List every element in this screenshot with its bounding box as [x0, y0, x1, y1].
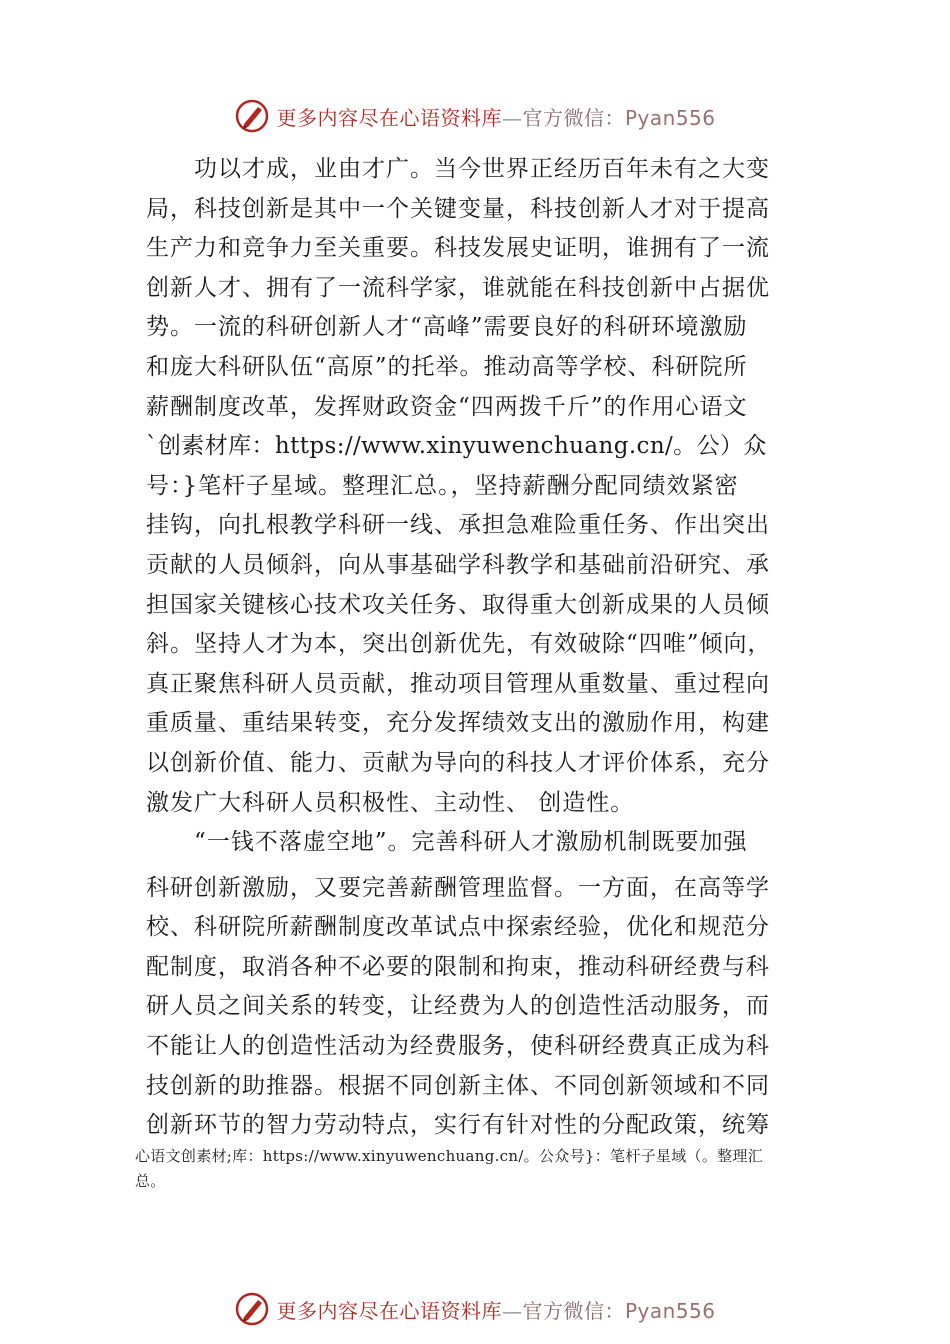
body-line: 贡献的人员倾斜，向从事基础学科教学和基础前沿研究、承 [146, 551, 770, 578]
banner-wechat-label: 官方微信： [522, 1298, 625, 1323]
pen-logo-icon [234, 1291, 270, 1327]
banner-wechat-label: 官方微信： [522, 105, 625, 130]
footnote-line: 总。 [135, 1172, 166, 1190]
banner-separator: — [501, 105, 523, 130]
body-line: 技创新的助推器。根据不同创新主体、不同创新领域和不同 [146, 1072, 770, 1099]
body-line: 研人员之间关系的转变，让经费为人的创造性活动服务，而 [146, 993, 770, 1020]
body-line: 和庞大科研队伍“高原”的托举。推动高等学校、科研院所 [146, 353, 748, 380]
article-body [146, 150, 826, 1146]
pen-logo-icon [234, 98, 270, 134]
body-line: 不能让人的创造性活动为经费服务，使科研经费真正成为科 [146, 1033, 770, 1060]
banner-wechat-id: Pyan556 [624, 1298, 716, 1323]
body-line: 薪酬制度改革，发挥财政资金“四两拨千斤”的作用心语文 [146, 393, 748, 420]
footnote [135, 1144, 845, 1194]
banner-main-text: 更多内容尽在心语资料库 [276, 1298, 502, 1323]
body-line: 功以才成，业由才广。当今世界正经历百年未有之大变 [146, 156, 770, 182]
body-line: 势。一流的科研创新人才“高峰”需要良好的科研环境激励 [146, 314, 748, 341]
body-line: 创新环节的智力劳动特点，实行有针对性的分配政策，统筹 [146, 1112, 770, 1139]
header-banner [0, 94, 950, 138]
body-line: 校、科研院所薪酬制度改革试点中探索经验，优化和规范分 [146, 914, 770, 941]
banner-separator: — [501, 1298, 523, 1323]
body-line: 生产力和竞争力至关重要。科技发展史证明，谁拥有了一流 [146, 235, 770, 262]
footnote-line: 心语文创素材;库：https://www.xinyuwenchuang.cn/。公众号}：笔杆子星域（。整理汇 [135, 1147, 764, 1165]
body-line: 斜。坚持人才为本，突出创新优先，有效破除“四唯”倾向， [146, 631, 772, 658]
body-line: 号：}笔杆子星域。整理汇总。，坚持薪酬分配同绩效紧密 [146, 472, 739, 499]
body-line: 局，科技创新是其中一个关键变量，科技创新人才对于提高 [146, 195, 770, 222]
header-banner-inner [234, 98, 715, 134]
body-line: `创素材库：https://www.xinyuwenchuang.cn/。公）众 [146, 433, 767, 460]
banner-main-text: 更多内容尽在心语资料库 [276, 105, 502, 130]
body-line: 真正聚焦科研人员贡献，推动项目管理从重数量、重过程向 [146, 670, 770, 697]
body-line: 担国家关键核心技术攻关任务、取得重大创新成果的人员倾 [146, 591, 770, 618]
body-line: 创新人才、拥有了一流科学家，谁就能在科技创新中占据优 [146, 274, 770, 301]
body-line: 挂钩，向扎根教学科研一线、承担急难险重任务、作出突出 [146, 512, 770, 539]
body-line: 激发广大科研人员积极性、主动性、 创造性。 [146, 789, 635, 816]
body-line: 以创新价值、能力、贡献为导向的科技人才评价体系，充分 [146, 749, 770, 776]
header-banner-text [276, 102, 715, 131]
footer-banner-inner [234, 1291, 715, 1327]
body-line: 科研创新激励，又要完善薪酬管理监督。一方面，在高等学 [146, 874, 770, 901]
body-line: 配制度，取消各种不必要的限制和拘束，推动科研经费与科 [146, 953, 770, 980]
footer-banner [0, 1287, 950, 1331]
banner-wechat-id: Pyan556 [624, 105, 716, 130]
body-line: “一钱不落虚空地”。完善科研人才激励机制既要加强 [146, 829, 748, 856]
body-line: 重质量、重结果转变，充分发挥绩效支出的激励作用，构建 [146, 710, 770, 737]
footer-banner-text [276, 1295, 715, 1324]
